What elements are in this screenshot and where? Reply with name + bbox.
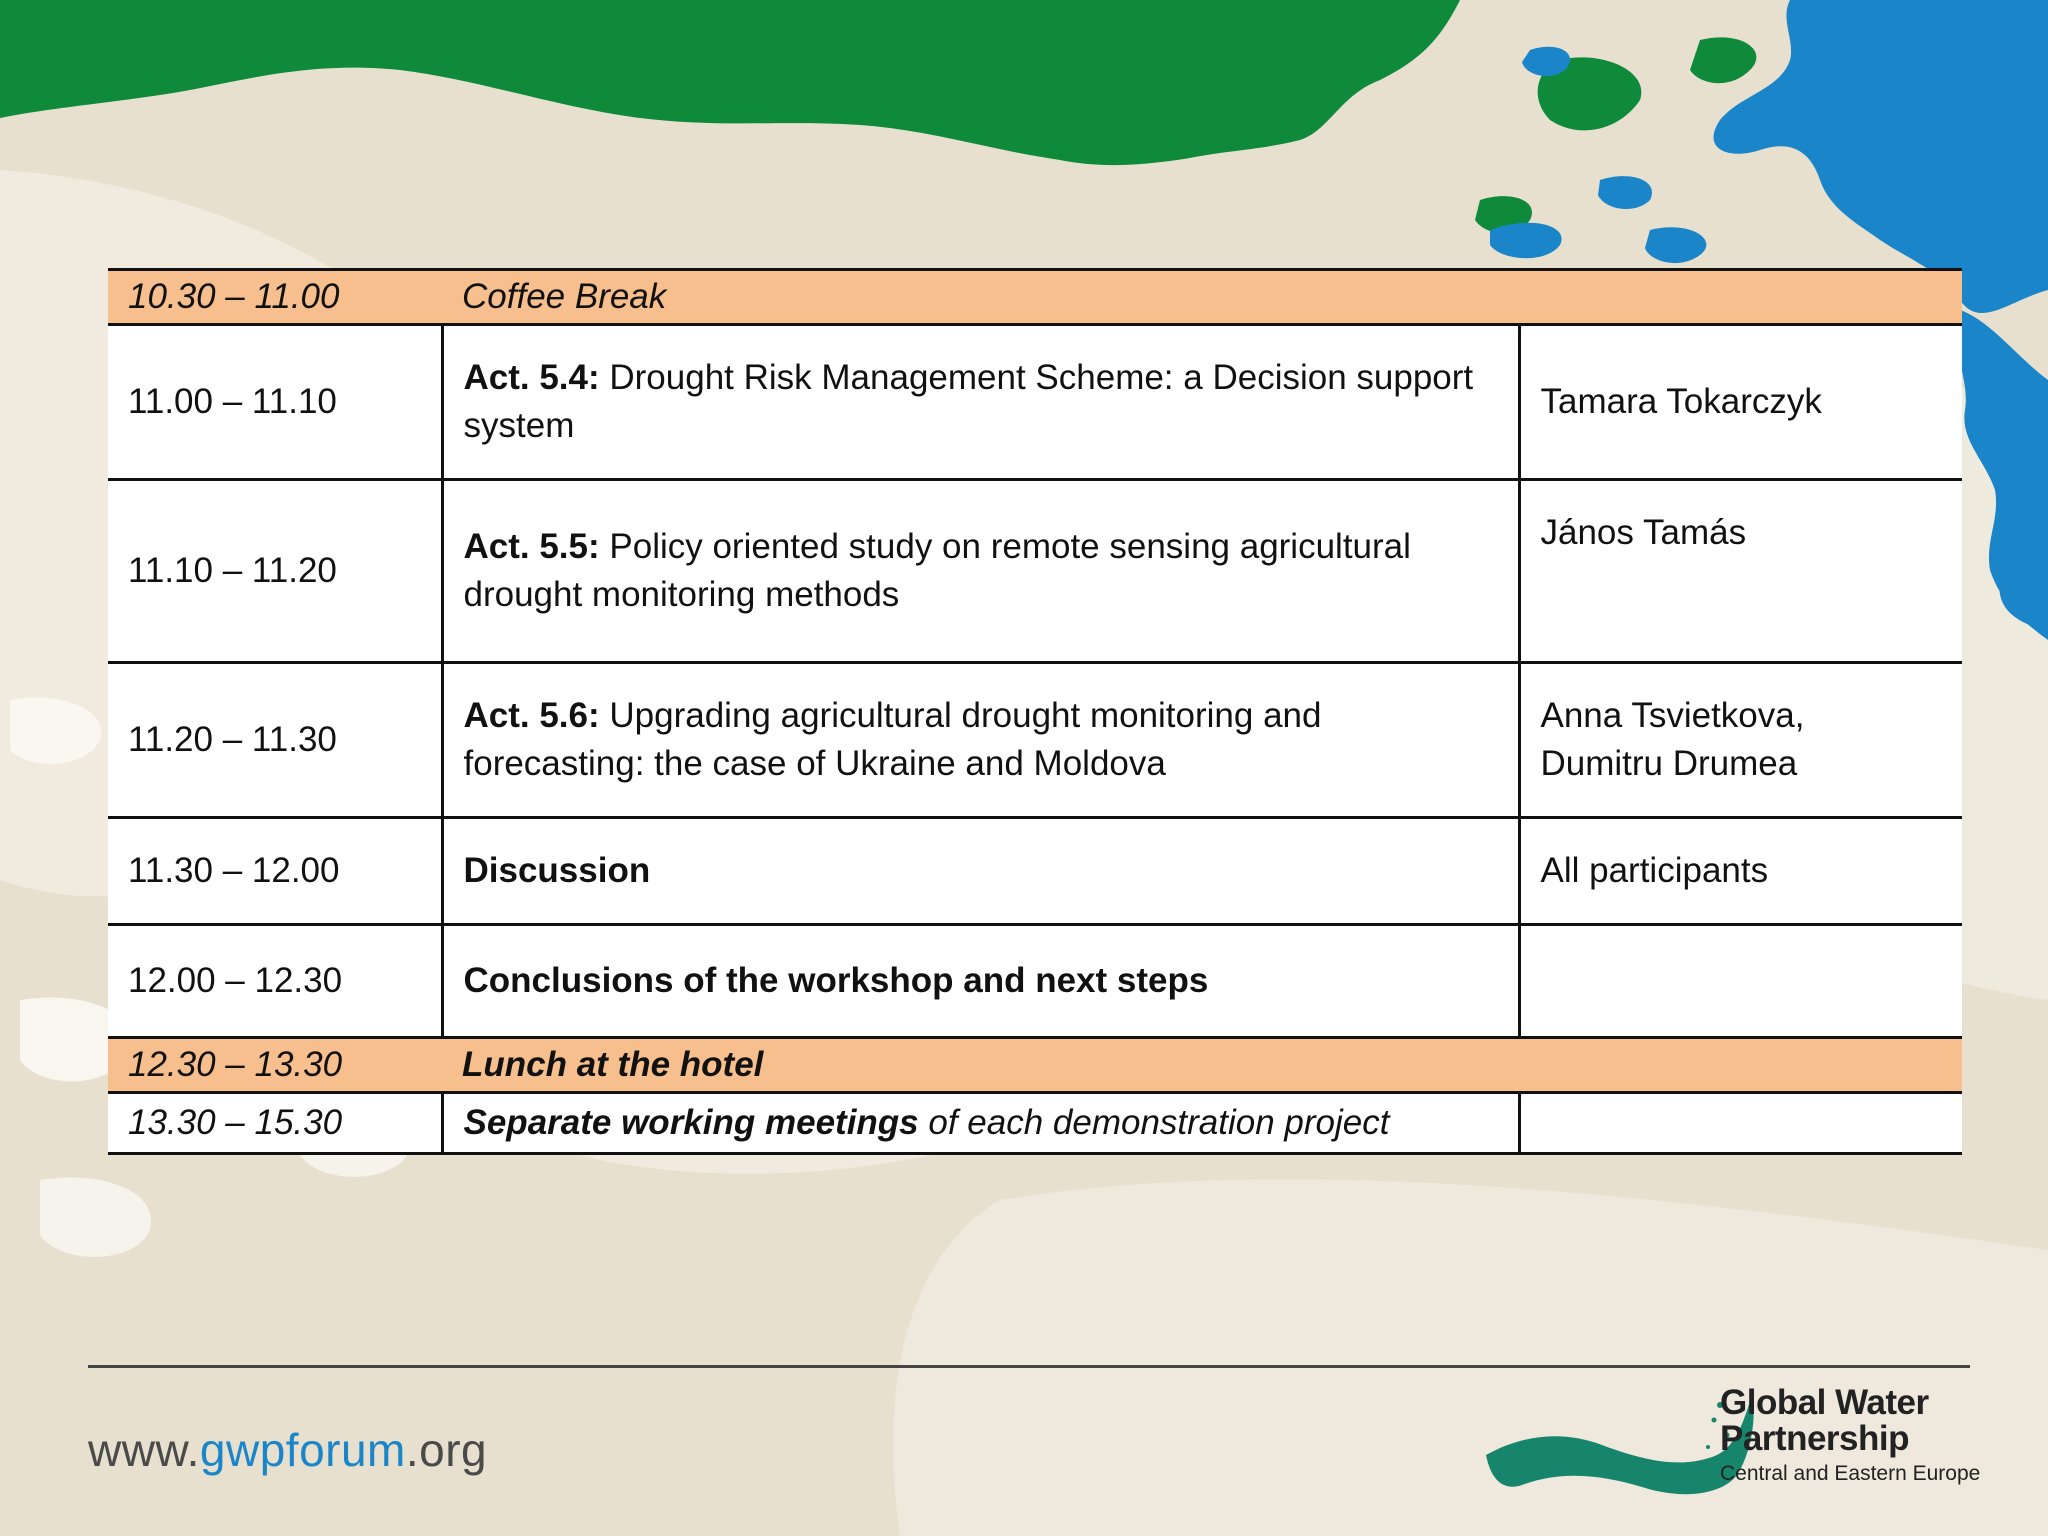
session-title: [442, 925, 1519, 1038]
table-row: [108, 325, 1962, 480]
url-suffix: .org: [405, 1424, 488, 1476]
logo-line3: Central and Eastern Europe: [1720, 1462, 1981, 1485]
session-title: [442, 1038, 1962, 1093]
url-prefix: www.: [88, 1424, 200, 1476]
session-title: Coffee Break: [442, 270, 1962, 325]
table-row: [108, 1093, 1962, 1154]
time-cell: 10.30 – 11.00: [108, 270, 442, 325]
presenter-cell: [1519, 663, 1962, 818]
time-cell: 11.30 – 12.00: [108, 818, 442, 925]
session-title-rest: of each demonstration project: [918, 1103, 1390, 1142]
session-title-bold: Separate working meetings: [463, 1103, 919, 1142]
presenter-cell: [1519, 1093, 1962, 1154]
activity-title: Upgrading agricultural drought monitoring and forecasting: the case of Ukraine and Moldova: [463, 696, 1322, 783]
table-row: [108, 925, 1962, 1038]
table-row: [108, 480, 1962, 663]
time-cell: 13.30 – 15.30: [108, 1093, 442, 1154]
time-cell: 11.00 – 11.10: [108, 325, 442, 480]
activity-title: Policy oriented study on remote sensing agricultural drought monitoring methods: [463, 527, 1411, 614]
activity-code: Act. 5.5:: [463, 527, 600, 566]
session-title-text: Lunch at the hotel: [462, 1045, 764, 1084]
session-title-text: Discussion: [463, 851, 651, 890]
activity-code: Act. 5.6:: [463, 696, 600, 735]
activity-title: Drought Risk Management Scheme: a Decision support system: [463, 358, 1474, 445]
activity-code: Act. 5.4:: [463, 358, 600, 397]
presenter-cell: Tamara Tokarczyk: [1519, 325, 1962, 480]
session-title: [442, 1093, 1519, 1154]
session-title-text: Conclusions of the workshop and next steps: [463, 961, 1209, 1000]
session-title: [442, 325, 1519, 480]
logo-line2: Partnership: [1720, 1419, 1909, 1458]
logo-line1: Global Water: [1720, 1383, 1929, 1422]
presenter-cell: [1519, 925, 1962, 1038]
presenter-line: Anna Tsvietkova,: [1540, 696, 1805, 735]
time-cell: 12.30 – 13.30: [108, 1038, 442, 1093]
presenter-line: Dumitru Drumea: [1540, 744, 1798, 783]
session-title: [442, 480, 1519, 663]
table-row: [108, 818, 1962, 925]
presenter-cell: János Tamás: [1519, 480, 1962, 663]
table-row: [108, 663, 1962, 818]
time-cell: 11.10 – 11.20: [108, 480, 442, 663]
url-brand: gwpforum: [199, 1424, 406, 1476]
time-cell: 11.20 – 11.30: [108, 663, 442, 818]
session-title: [442, 663, 1519, 818]
agenda-table: [108, 268, 1962, 1155]
table-row: [108, 1038, 1962, 1093]
table-row: [108, 270, 1962, 325]
website-url[interactable]: [88, 1423, 487, 1477]
presenter-cell: All participants: [1519, 818, 1962, 925]
gwp-logo-text: [1720, 1385, 1980, 1489]
footer-divider: [88, 1365, 1970, 1368]
session-title: [442, 818, 1519, 925]
time-cell: 12.00 – 12.30: [108, 925, 442, 1038]
